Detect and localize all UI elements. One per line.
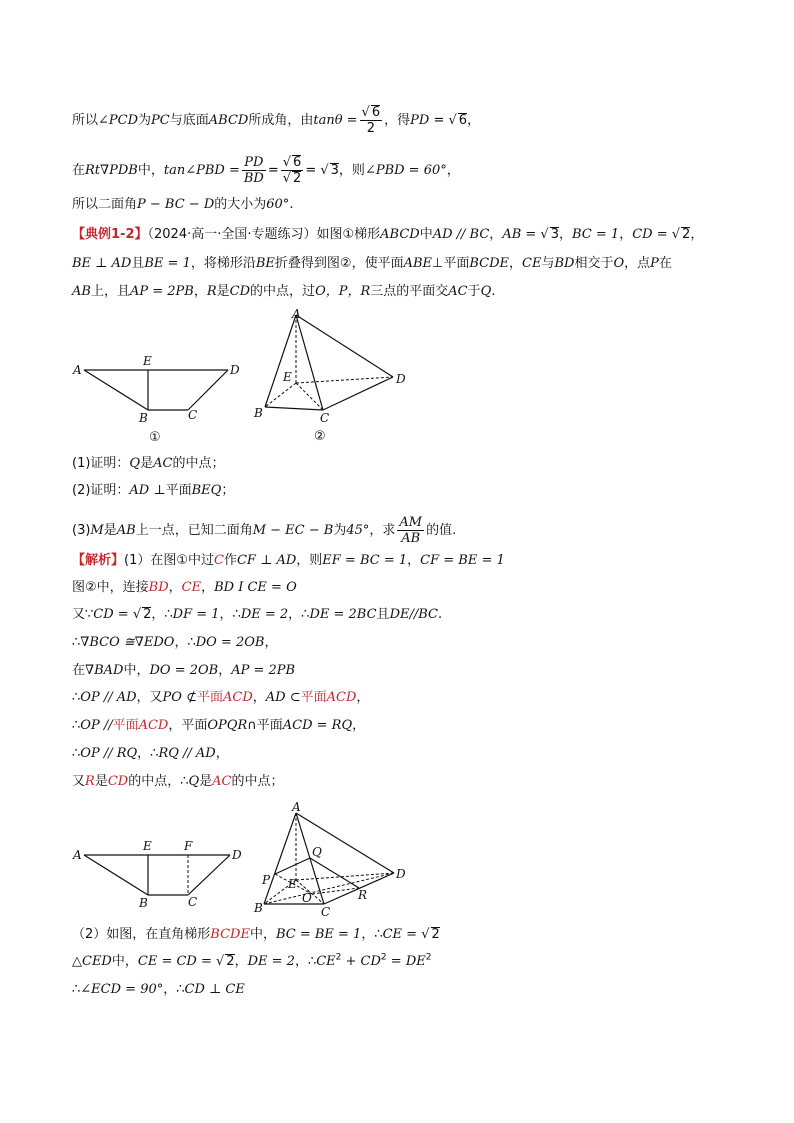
text: ∴ xyxy=(72,982,81,997)
math: = xyxy=(267,163,279,178)
text-line xyxy=(72,283,495,301)
text: 中 xyxy=(419,227,433,242)
numerator: PD xyxy=(242,155,266,171)
math: DE = 2 xyxy=(240,607,289,622)
text: ∴ xyxy=(72,690,81,705)
text: ∴ xyxy=(72,746,81,761)
math: CED xyxy=(82,954,112,969)
text: 平面 xyxy=(300,690,327,705)
math: AD ⊂ xyxy=(265,690,301,705)
text: 中， xyxy=(249,927,276,942)
text: ， xyxy=(193,284,207,299)
label-e: E xyxy=(288,877,297,891)
label-f: F xyxy=(184,839,193,853)
text: ，将梯形沿 xyxy=(190,256,256,271)
math: EF = BC = 1 xyxy=(322,553,408,568)
text: ，得 xyxy=(384,113,411,128)
math: AB xyxy=(72,284,91,299)
text: 又∵ xyxy=(72,607,94,622)
text: ，则 xyxy=(296,553,323,568)
text: 为 xyxy=(333,523,347,538)
math: CD xyxy=(229,284,251,299)
text: ，∴ xyxy=(151,607,173,622)
math: R xyxy=(85,774,95,789)
text: ， xyxy=(201,580,215,595)
math: C xyxy=(214,553,224,568)
math: ACD xyxy=(326,690,357,705)
text: 的值. xyxy=(426,523,457,538)
sqrt-value: 6 xyxy=(458,113,468,128)
math: OPQR xyxy=(207,718,248,733)
text: ， xyxy=(168,580,182,595)
text: 作 xyxy=(223,553,237,568)
figure-trapezoid-3 xyxy=(70,835,250,910)
text: ，求 xyxy=(369,523,396,538)
math: DO = 2OB xyxy=(149,663,219,678)
text: ， xyxy=(489,227,503,242)
math: ∇BCO ≅∇EDO xyxy=(80,635,175,650)
label-c: C xyxy=(320,411,330,425)
math: P xyxy=(650,256,659,271)
math: AB = xyxy=(502,227,541,242)
figure-pyramid-4 xyxy=(250,798,420,920)
text: 所以 xyxy=(72,113,99,128)
line-ab xyxy=(84,855,148,895)
text: . xyxy=(437,607,443,622)
math: = xyxy=(433,113,445,128)
math: CF ⊥ AD xyxy=(236,553,297,568)
label-d: D xyxy=(396,867,406,881)
math: R xyxy=(206,284,217,299)
math: tan∠PBD = xyxy=(163,163,240,178)
text: 所成角，由 xyxy=(248,113,314,128)
math: ACD xyxy=(138,718,169,733)
text: 又 xyxy=(72,774,86,789)
numerator: AM xyxy=(399,515,423,530)
math: 60° xyxy=(266,197,290,212)
text: ， xyxy=(619,227,633,242)
math: RQ // AD xyxy=(158,746,216,761)
math: ∠ECD = 90° xyxy=(80,982,164,997)
text: ， xyxy=(215,746,229,761)
math: CE xyxy=(181,580,202,595)
math: BD I CE = O xyxy=(214,580,297,595)
fraction xyxy=(242,155,266,186)
text: 上，且 xyxy=(90,284,130,299)
text: ， xyxy=(352,718,366,733)
text: ∩平面 xyxy=(247,718,283,733)
text: ， xyxy=(218,663,232,678)
sqrt-value: 3 xyxy=(550,227,559,242)
fraction: $\frac{√ 6}{√ 2}$ xyxy=(282,155,302,186)
label-b: B xyxy=(139,896,148,910)
line-pq xyxy=(275,858,310,874)
text: 如图①梯形 xyxy=(316,227,381,242)
fraction: $\frac{√ 6}{2}$ xyxy=(361,105,381,136)
math: AC xyxy=(212,774,232,789)
line-ad xyxy=(296,813,394,873)
text: （2）如图，在直角梯形 xyxy=(72,927,211,942)
sqrt-value: 2 xyxy=(293,171,302,186)
figure-pyramid-2 xyxy=(250,305,420,445)
figure-caption-1: ① xyxy=(149,430,161,445)
math: CD = xyxy=(93,607,133,622)
text: ， xyxy=(234,954,248,969)
line-bc xyxy=(265,407,323,410)
math: ∇BAD xyxy=(85,663,124,678)
math: tanθ = xyxy=(313,113,358,128)
text: 的中点，∴ xyxy=(128,774,189,789)
math: ∠PBD = 60° xyxy=(364,163,447,178)
text: ，∴ xyxy=(294,954,317,969)
text: ， xyxy=(509,256,523,271)
math: P − BC − D xyxy=(137,197,215,212)
math: AP = 2PB xyxy=(129,284,194,299)
denominator: 2 xyxy=(366,121,375,136)
label-c: C xyxy=(321,905,331,919)
text: 平面 xyxy=(165,483,192,498)
solution-line-2 xyxy=(72,579,297,597)
math: BC = BE = 1 xyxy=(275,927,362,942)
label-c: C xyxy=(188,895,198,909)
label-r: R xyxy=(358,888,368,902)
label-d: D xyxy=(232,848,242,862)
math: M xyxy=(90,523,104,538)
superscript: 2 xyxy=(335,952,342,963)
math: AD ⊥ xyxy=(129,483,166,498)
text: ，∴ xyxy=(361,927,383,942)
math: AC xyxy=(153,456,173,471)
text: 中， xyxy=(137,163,164,178)
math: BD xyxy=(554,256,575,271)
solution-line-3: 又∵CD = √ 2，∴DF = 1，∴DE = 2，∴DE = 2BC且DE//BC. xyxy=(72,607,443,622)
line-ed xyxy=(296,377,393,383)
math: BD xyxy=(148,580,169,595)
math: AB xyxy=(116,523,136,538)
text: 是 xyxy=(140,456,154,471)
math: DO = 2OB xyxy=(195,635,265,650)
math: DE = 2BC xyxy=(309,607,377,622)
text: 在 xyxy=(72,163,86,178)
label-a: A xyxy=(73,848,82,862)
label-c: C xyxy=(188,408,198,422)
text: 为 xyxy=(138,113,152,128)
math: OP // RQ xyxy=(80,746,138,761)
text: ，点 xyxy=(624,256,651,271)
sqrt-value: 3 xyxy=(330,163,339,178)
math: CD ⊥ CE xyxy=(184,982,245,997)
solution-line-7 xyxy=(72,717,365,735)
math: DE//BC xyxy=(389,607,438,622)
math: ACD xyxy=(223,690,253,705)
text: ， xyxy=(356,690,370,705)
math: CD xyxy=(107,774,129,789)
sqrt-value: 6 xyxy=(371,105,381,120)
solution-tag: 【解析】 xyxy=(72,553,125,568)
text: 于 xyxy=(467,284,481,299)
solution-line-9 xyxy=(72,773,284,791)
math: BCDE xyxy=(210,927,250,942)
math: Q xyxy=(188,774,200,789)
text: ，则 xyxy=(338,163,365,178)
math: AP = 2PB xyxy=(231,663,296,678)
text: 所以二面角 xyxy=(72,197,138,212)
math: Q xyxy=(480,284,492,299)
text: 平面 xyxy=(112,718,139,733)
text: 三点的平面交 xyxy=(370,284,449,299)
math: Q xyxy=(129,456,141,471)
text: 与底面 xyxy=(169,113,209,128)
label-a: A xyxy=(292,307,301,321)
text: (1)证明： xyxy=(72,456,130,471)
part2-line-2: △CED中，CE = CD = √ 2，DE = 2，$\therefore CE^2 + CD^2 = DE^2$ xyxy=(72,952,432,969)
line-ab xyxy=(265,315,296,407)
text: △ xyxy=(72,954,82,969)
example-source: （2024·高一·全国·专题练习） xyxy=(147,227,317,242)
text: 相交于 xyxy=(574,256,614,271)
text: ， xyxy=(252,690,266,705)
text: ⊥平面 xyxy=(432,256,470,271)
label-o: O xyxy=(302,891,312,905)
text: 平面 xyxy=(196,690,223,705)
math: = xyxy=(305,163,317,178)
text: 折叠得到图②，使平面 xyxy=(274,256,404,271)
figure-caption-2: ② xyxy=(314,429,326,444)
superscript: 2 xyxy=(425,952,432,963)
text: (1）在图①中过 xyxy=(124,553,215,568)
text-line: 所以∠PCD为PC与底面ABCD所成角，由tanθ = $\frac{√ 6}{2}$ ，得PD = √ 6， xyxy=(72,105,481,136)
text: ， xyxy=(690,227,704,242)
figure-trapezoid-1 xyxy=(70,350,250,445)
question-2 xyxy=(72,482,234,500)
text: 的中点，过 xyxy=(250,284,316,299)
math: = DE xyxy=(386,954,426,969)
label-b: B xyxy=(254,901,263,915)
text: 是 xyxy=(94,774,108,789)
text: 的中点； xyxy=(231,774,284,789)
text: . xyxy=(491,284,496,299)
label-a: A xyxy=(292,800,301,814)
text: 上一点，已知二面角 xyxy=(135,523,253,538)
math: CD = xyxy=(632,227,672,242)
math: PO ⊄ xyxy=(162,690,197,705)
math: O，P，R xyxy=(315,284,371,299)
text: ， xyxy=(264,635,278,650)
line-cd xyxy=(188,855,230,895)
text: (2)证明： xyxy=(72,483,130,498)
solution-line-1 xyxy=(72,552,505,570)
solution-line-6 xyxy=(72,689,369,707)
math: ABE xyxy=(403,256,433,271)
text: 的中点； xyxy=(172,456,225,471)
math: 45° xyxy=(346,523,370,538)
label-e: E xyxy=(283,370,292,384)
line-ab xyxy=(84,370,148,410)
example-tag: 【典例1-2】 xyxy=(72,227,148,242)
text: ，∴ xyxy=(137,746,159,761)
math: BE xyxy=(255,256,275,271)
text: ， xyxy=(467,113,481,128)
text: . xyxy=(289,197,294,212)
text-line: 在Rt∇PDB中，tan∠PBD = $\frac{PD}{BD}$ = $\frac{√ 6}{√ 2}$ = √ 3，则∠PBD = 60°， xyxy=(72,155,460,186)
text-line: 【典例1-2】（2024·高一·全国·专题练习）如图①梯形ABCD中AD // BC，AB = √ 3，BC = 1，CD = √ 2， xyxy=(72,227,704,242)
text: 与 xyxy=(541,256,555,271)
label-p: P xyxy=(262,873,271,887)
text: ，平面 xyxy=(168,718,208,733)
math: DF = 1 xyxy=(172,607,220,622)
math: AC xyxy=(448,284,468,299)
label-d: D xyxy=(230,363,240,377)
text: 中， xyxy=(123,663,150,678)
text: ， xyxy=(559,227,573,242)
text: 的大小为 xyxy=(214,197,267,212)
math: DE = 2 xyxy=(247,954,295,969)
text: ； xyxy=(221,483,235,498)
solution-line-5 xyxy=(72,662,295,680)
sqrt-value: 2 xyxy=(226,954,235,969)
solution-line-8 xyxy=(72,745,229,763)
math: CE = xyxy=(382,927,422,942)
text: ，∴ xyxy=(163,982,185,997)
fraction xyxy=(397,515,424,546)
text: ，∴ xyxy=(174,635,196,650)
math: BCDE xyxy=(469,256,509,271)
sqrt-value: 6 xyxy=(293,155,302,170)
label-q: Q xyxy=(312,845,322,859)
text: ， xyxy=(407,553,421,568)
math: PD xyxy=(410,113,430,128)
label-e: E xyxy=(143,354,152,368)
math: O xyxy=(613,256,625,271)
math: AD // BC xyxy=(432,227,490,242)
math: CE xyxy=(316,954,336,969)
text: 是 xyxy=(216,284,230,299)
line-cd xyxy=(323,377,393,410)
part2-line-1: （2）如图，在直角梯形BCDE中，BC = BE = 1，∴CE = √ 2 xyxy=(72,927,440,942)
label-a: A xyxy=(73,363,82,377)
superscript: 2 xyxy=(380,952,387,963)
text: 在 xyxy=(658,256,672,271)
math: ACD = RQ xyxy=(282,718,353,733)
math: + CD xyxy=(341,954,381,969)
math: CE xyxy=(522,256,542,271)
part2-line-3 xyxy=(72,981,245,999)
sqrt-value: 2 xyxy=(682,227,691,242)
math: PC xyxy=(151,113,170,128)
sqrt-value: 2 xyxy=(431,927,440,942)
math: M − EC − B xyxy=(252,523,334,538)
text: ∴ xyxy=(72,635,81,650)
text: 且 xyxy=(376,607,390,622)
solution-line-4 xyxy=(72,634,277,652)
math: BE ⊥ AD xyxy=(72,256,132,271)
label-b: B xyxy=(139,411,148,425)
math: BC = 1 xyxy=(572,227,620,242)
line-cd xyxy=(188,370,228,410)
sqrt-value: 2 xyxy=(143,607,152,622)
label-d: D xyxy=(396,372,406,386)
math: OP // AD xyxy=(80,690,137,705)
text-line xyxy=(72,196,293,214)
line-bd xyxy=(264,873,394,904)
text: 且 xyxy=(131,256,145,271)
text: 中， xyxy=(111,954,138,969)
math: CE = CD = xyxy=(137,954,216,969)
text: 在 xyxy=(72,663,86,678)
math: BE = 1 xyxy=(144,256,191,271)
question-3 xyxy=(72,515,456,546)
denominator: AB xyxy=(401,531,421,546)
question-1 xyxy=(72,455,224,473)
text: ， xyxy=(446,163,460,178)
label-b: B xyxy=(254,406,263,420)
denominator: BD xyxy=(243,171,264,186)
math: ∠PCD xyxy=(98,113,139,128)
math: OP // xyxy=(80,718,113,733)
math: BEQ xyxy=(191,483,222,498)
math: Rt∇PDB xyxy=(85,163,138,178)
text: ∴ xyxy=(72,718,81,733)
text: ，∴ xyxy=(219,607,241,622)
math: ABCD xyxy=(380,227,420,242)
text-line xyxy=(72,255,672,273)
label-e: E xyxy=(143,839,152,853)
text: (3) xyxy=(72,523,91,538)
math: CF = BE = 1 xyxy=(420,553,505,568)
text: 是 xyxy=(103,523,117,538)
text: ，∴ xyxy=(288,607,310,622)
math: ABCD xyxy=(208,113,249,128)
text: ，又 xyxy=(136,690,163,705)
text: 图②中，连接 xyxy=(72,580,149,595)
text: 是 xyxy=(199,774,213,789)
